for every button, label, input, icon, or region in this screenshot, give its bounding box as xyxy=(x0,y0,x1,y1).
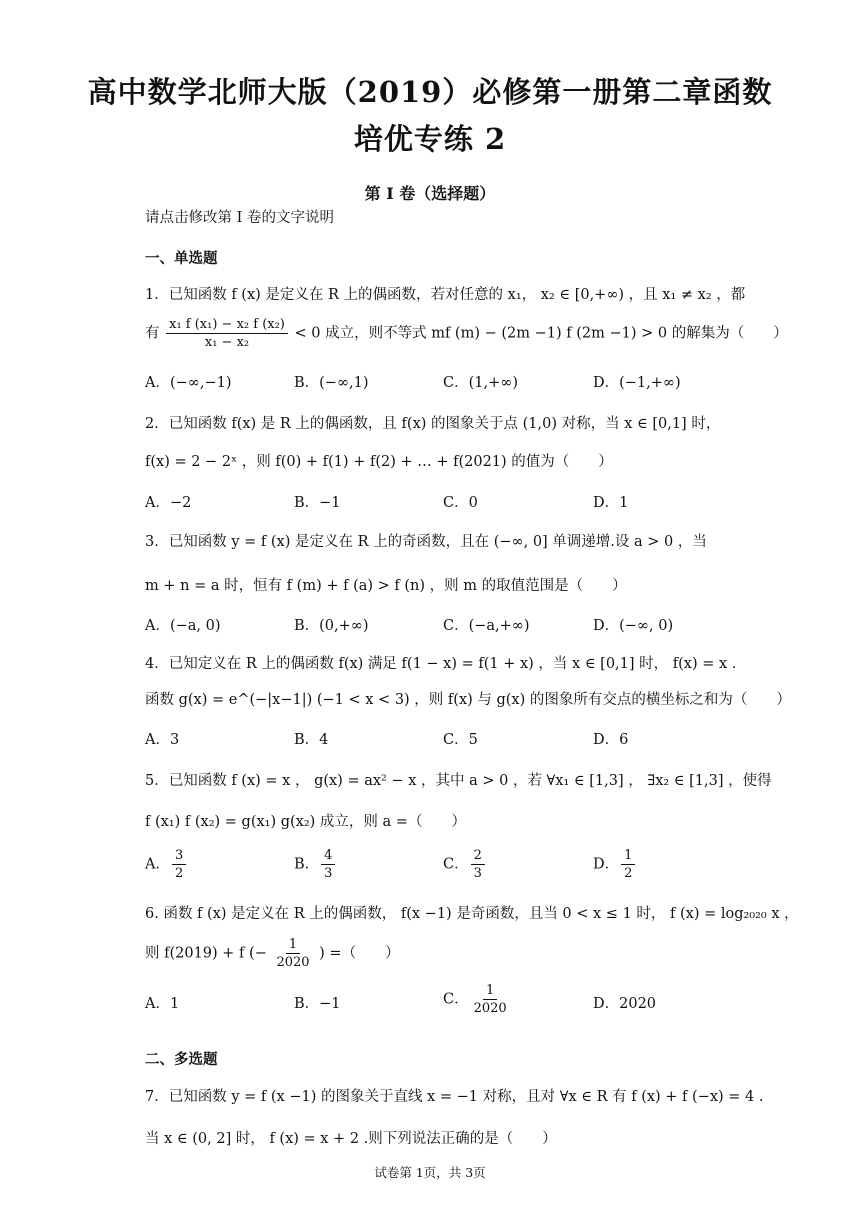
volume-note[interactable]: 请点击修改第 I 卷的文字说明 xyxy=(145,210,334,226)
q1-option-b[interactable]: B．(−∞,1) xyxy=(294,375,369,391)
q1-option-d[interactable]: D．(−1,+∞) xyxy=(593,375,681,391)
question-4-line-2: 函数 g(x) = e^(−|x−1|) (−1 < x < 3) ，则 f(x) 与 g(x) 的图象所有交点的横坐标之和为（ ） xyxy=(145,692,791,708)
question-4-line-1: 4．已知定义在 R 上的偶函数 f(x) 满足 f(1 − x) = f(1 + x) ，当 x ∈ [0,1] 时， f(x) = x . xyxy=(145,656,737,672)
q6-fraction-numerator: 1 xyxy=(286,936,300,954)
q6-prefix: 则 f(2019) + f (− xyxy=(145,945,267,962)
document-title-line-2: 培优专练 2 xyxy=(353,122,507,156)
q5-option-b-label: B． xyxy=(294,856,320,873)
q6-fraction xyxy=(273,936,312,971)
q6-option-d[interactable]: D．2020 xyxy=(593,996,657,1012)
page-footer: 试卷第 1页，共 3页 xyxy=(374,1165,486,1180)
q5-option-d[interactable] xyxy=(593,847,637,882)
q2-option-d[interactable]: D．1 xyxy=(593,495,629,511)
q1-prefix: 有 xyxy=(145,325,160,342)
question-3-line-2: m + n = a 时，恒有 f (m) + f (a) > f (n) ，则 m 的取值范围是（ ） xyxy=(145,578,627,594)
q5-option-b-denominator: 3 xyxy=(324,866,333,881)
q2-option-c[interactable]: C．0 xyxy=(443,495,478,511)
question-6-line-2 xyxy=(145,936,400,971)
question-2-line-2: f(x) = 2 − 2ˣ ，则 f(0) + f(1) + f(2) + … + f(2021) 的值为（ ） xyxy=(145,454,613,470)
question-7-line-2: 当 x ∈ (0, 2] 时， f (x) = x + 2 .则下列说法正确的是（ ） xyxy=(145,1131,557,1147)
q4-option-b[interactable]: B．4 xyxy=(294,732,329,748)
q5-option-c-denominator: 3 xyxy=(473,866,482,881)
q5-option-d-numerator: 1 xyxy=(621,847,635,865)
q6-fraction-denominator: 2020 xyxy=(276,955,310,970)
q5-option-c[interactable] xyxy=(443,847,487,882)
q3-option-d[interactable]: D．(−∞, 0) xyxy=(593,618,674,634)
question-6-line-1: 6. 函数 f (x) 是定义在 R 上的偶函数， f(x −1) 是奇函数，且当 0 < x ≤ 1 时， f (x) = log₂₀₂₀ x ， xyxy=(145,906,799,922)
q1-option-c[interactable]: C．(1,+∞) xyxy=(443,375,518,391)
q5-option-d-denominator: 2 xyxy=(624,866,633,881)
q5-option-c-label: C． xyxy=(443,856,469,873)
q6-option-b[interactable]: B．−1 xyxy=(294,996,341,1012)
q1-fraction-numerator: x₁ f (x₁) − x₂ f (x₂) xyxy=(166,316,288,334)
q5-option-a-numerator: 3 xyxy=(172,847,186,865)
q5-option-b-fraction xyxy=(321,847,335,882)
q1-option-a[interactable]: A．(−∞,−1) xyxy=(145,375,232,391)
q3-option-b[interactable]: B．(0,+∞) xyxy=(294,618,369,634)
q5-option-a-label: A． xyxy=(145,856,170,873)
q5-option-b[interactable] xyxy=(294,847,337,882)
q5-option-a-fraction xyxy=(172,847,186,882)
q6-option-c-label: C． xyxy=(443,991,469,1008)
q3-option-c[interactable]: C．(−a,+∞) xyxy=(443,618,530,634)
q2-option-a[interactable]: A．−2 xyxy=(145,495,192,511)
q5-option-a-denominator: 2 xyxy=(174,866,184,881)
q5-option-c-numerator: 2 xyxy=(471,847,485,865)
q6-option-c-fraction xyxy=(471,982,510,1017)
question-7-line-1: 7．已知函数 y = f (x −1) 的图象关于直线 x = −1 对称，且对 ∀x ∈ R 有 f (x) + f (−x) = 4 . xyxy=(145,1089,764,1105)
section-heading-single-choice: 一、单选题 xyxy=(145,250,218,267)
question-1-line-1: 1．已知函数 f (x) 是定义在 R 上的偶函数，若对任意的 x₁， x₂ ∈ [0,+∞) ，且 x₁ ≠ x₂ ，都 xyxy=(145,287,746,303)
q5-option-d-label: D． xyxy=(593,856,620,873)
question-2-line-1: 2．已知函数 f(x) 是 R 上的偶函数，且 f(x) 的图象关于点 (1,0) 对称，当 x ∈ [0,1] 时， xyxy=(145,416,721,432)
question-5-line-1: 5．已知函数 f (x) = x ， g(x) = ax² − x ，其中 a > 0 ，若 ∀x₁ ∈ [1,3] ， ∃x₂ ∈ [1,3] ，使得 xyxy=(145,773,772,789)
q6-option-c[interactable] xyxy=(443,982,512,1017)
document-title-line-1: 高中数学北师大版（2019）必修第一册第二章函数 xyxy=(87,75,773,109)
q5-option-c-fraction xyxy=(471,847,485,882)
q1-suffix: < 0 成立，则不等式 mf (m) − (2m −1) f (2m −1) > 0 的解集为（ ） xyxy=(294,325,788,342)
q6-option-a[interactable]: A．1 xyxy=(145,996,180,1012)
q6-option-c-numerator: 1 xyxy=(483,982,497,1000)
question-1-line-2 xyxy=(145,316,788,351)
q5-option-a[interactable] xyxy=(145,847,188,882)
q6-option-c-denominator: 2020 xyxy=(473,1001,507,1016)
q3-option-a[interactable]: A．(−a, 0) xyxy=(145,618,221,634)
question-5-line-2: f (x₁) f (x₂) = g(x₁) g(x₂) 成立，则 a =（ ） xyxy=(145,814,466,830)
q5-option-d-fraction xyxy=(621,847,635,882)
q4-option-a[interactable]: A．3 xyxy=(145,732,180,748)
q4-option-c[interactable]: C．5 xyxy=(443,732,478,748)
q5-option-b-numerator: 4 xyxy=(321,847,335,865)
section-heading-multiple-choice: 二、多选题 xyxy=(145,1051,218,1068)
q6-suffix: ) =（ ） xyxy=(319,945,400,962)
volume-heading: 第 I 卷（选择题） xyxy=(364,184,496,203)
q1-fraction xyxy=(166,316,288,351)
q2-option-b[interactable]: B．−1 xyxy=(294,495,341,511)
q4-option-d[interactable]: D．6 xyxy=(593,732,629,748)
question-3-line-1: 3．已知函数 y = f (x) 是定义在 R 上的奇函数，且在 (−∞, 0] 单调递增.设 a > 0 ，当 xyxy=(145,534,707,550)
q1-fraction-denominator: x₁ − x₂ xyxy=(204,335,250,350)
